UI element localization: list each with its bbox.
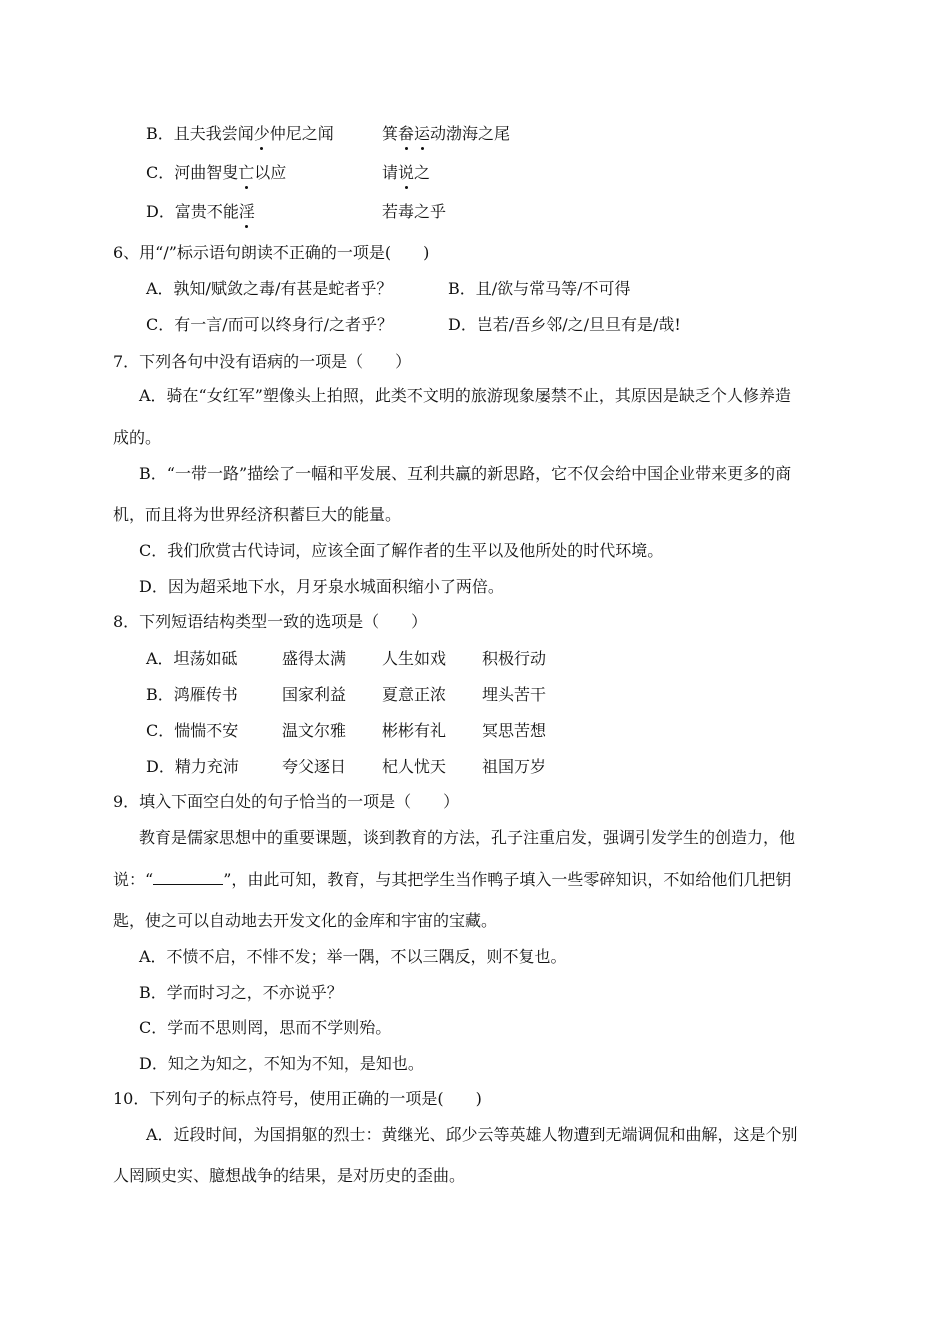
q8-b-item-1: B．鸿雁传书 xyxy=(146,685,238,704)
q5-c-right-dotted: 说 xyxy=(398,163,415,182)
q8-b-item-4: 埋头苦干 xyxy=(482,685,547,704)
q8-d-item-1: D．精力充沛 xyxy=(146,757,239,776)
q7-stem: 7．下列各句中没有语病的一项是（ ） xyxy=(113,352,412,371)
q5-c-right-post: 之 xyxy=(414,163,431,182)
q8-c-item-3: 彬彬有礼 xyxy=(382,721,447,740)
q9-option-d: D．知之为知之，不知为不知，是知也。 xyxy=(139,1054,424,1073)
q8-d-item-3: 杞人忧天 xyxy=(382,757,447,776)
q5-d-left-text: D．富贵不能 xyxy=(146,202,239,221)
q10-option-a-line1: A．近段时间，为国捐躯的烈士：黄继光、邱少云等英雄人物遭到无端调侃和曲解，这是个别 xyxy=(146,1125,798,1144)
q9-passage-line2 xyxy=(113,870,791,890)
q5-b-right-dotted-2: 运 xyxy=(414,124,431,143)
q7-option-a-line1: A．骑在“女红军”塑像头上拍照，此类不文明的旅游现象屡禁不止，其原因是缺乏个人修养造 xyxy=(139,386,791,405)
q6-option-a: A．孰知/赋敛之毒/有甚是蛇者乎？ xyxy=(146,279,393,298)
q5-c-left-text-post: 以应 xyxy=(254,163,287,182)
q8-d-item-4: 祖国万岁 xyxy=(482,757,547,776)
q8-c-item-1: C．惴惴不安 xyxy=(146,721,239,740)
q8-a-item-2: 盛得太满 xyxy=(282,649,347,668)
q8-c-item-4: 冥思苦想 xyxy=(482,721,547,740)
q8-b-item-3: 夏意正浓 xyxy=(382,685,447,704)
q8-row-b xyxy=(146,685,547,705)
q8-row-a xyxy=(146,649,547,669)
q9-passage-line3: 匙，使之可以自动地去开发文化的金库和宇宙的宝藏。 xyxy=(113,911,498,930)
q5-b-left-text-post: 仲尼之闻 xyxy=(269,124,334,143)
q5-b-right-post: 动渤海之尾 xyxy=(430,124,511,143)
q8-a-item-4: 积极行动 xyxy=(482,649,547,668)
q8-row-d xyxy=(146,757,547,777)
q5-d-right: 若毒之乎 xyxy=(382,202,447,221)
q5-d-left-dotted: 淫 xyxy=(238,202,255,221)
q5-option-b xyxy=(146,124,511,144)
q6-stem: 6、用“/”标示语句朗读不正确的一项是( ) xyxy=(113,243,430,262)
q10-stem: 10．下列句子的标点符号，使用正确的一项是( ) xyxy=(113,1089,482,1108)
q9-passage-pre-blank: 说：“ xyxy=(113,870,154,889)
q5-c-right xyxy=(382,163,430,183)
q9-option-a: A．不愤不启，不悱不发；举一隅，不以三隅反，则不复也。 xyxy=(139,947,567,966)
q7-option-d: D．因为超采地下水，月牙泉水城面积缩小了两倍。 xyxy=(139,577,504,596)
q6-option-d: D．岂若/吾乡邻/之/旦旦有是/哉! xyxy=(448,315,681,334)
q5-b-right xyxy=(382,124,510,144)
q9-stem: 9．填入下面空白处的句子恰当的一项是（ ） xyxy=(113,792,460,811)
q5-option-c xyxy=(146,163,431,183)
q5-b-left-text: B．且夫我尝闻 xyxy=(146,124,254,143)
q7-option-b-line2: 机，而且将为世界经济积蓄巨大的能量。 xyxy=(113,505,402,524)
q9-blank xyxy=(153,870,223,885)
q5-b-right-dotted-1: 畚 xyxy=(398,124,415,143)
q8-stem: 8．下列短语结构类型一致的选项是（ ） xyxy=(113,612,428,631)
q9-passage-post-blank: ”，由此可知，教育，与其把学生当作鸭子填入一些零碎知识，不如给他们几把钥 xyxy=(223,870,792,889)
q5-c-left-text: C．河曲智叟 xyxy=(146,163,239,182)
q7-option-a-line2: 成的。 xyxy=(113,428,162,447)
q9-option-c: C．学而不思则罔，思而不学则殆。 xyxy=(139,1018,392,1037)
q8-d-item-2: 夸父逐日 xyxy=(282,757,347,776)
q9-passage-line1: 教育是儒家思想中的重要课题，谈到教育的方法，孔子注重启发，强调引发学生的创造力，他 xyxy=(139,828,796,847)
q5-b-left-dotted: 少 xyxy=(253,124,270,143)
q6-option-c: C．有一言/而可以终身行/之者乎？ xyxy=(146,315,394,334)
q8-a-item-1: A．坦荡如砥 xyxy=(146,649,238,668)
q5-c-right-pre: 请 xyxy=(382,163,399,182)
q7-option-c: C．我们欣赏古代诗词，应该全面了解作者的生平以及他所处的时代环境。 xyxy=(139,541,664,560)
q5-b-right-pre: 箕 xyxy=(382,124,399,143)
q5-option-d xyxy=(146,202,447,222)
q8-b-item-2: 国家利益 xyxy=(282,685,347,704)
q5-c-left-dotted: 亡 xyxy=(238,163,255,182)
q8-row-c xyxy=(146,721,547,741)
q8-c-item-2: 温文尔雅 xyxy=(282,721,347,740)
q9-option-b: B．学而时习之，不亦说乎？ xyxy=(139,983,343,1002)
q8-a-item-3: 人生如戏 xyxy=(382,649,447,668)
q7-option-b-line1: B．“一带一路”描绘了一幅和平发展、互利共赢的新思路，它不仅会给中国企业带来更多的商 xyxy=(139,464,792,483)
q10-option-a-line2: 人罔顾史实、臆想战争的结果，是对历史的歪曲。 xyxy=(113,1166,466,1185)
q6-option-b: B．且/欲与常马等/不可得 xyxy=(448,279,631,298)
